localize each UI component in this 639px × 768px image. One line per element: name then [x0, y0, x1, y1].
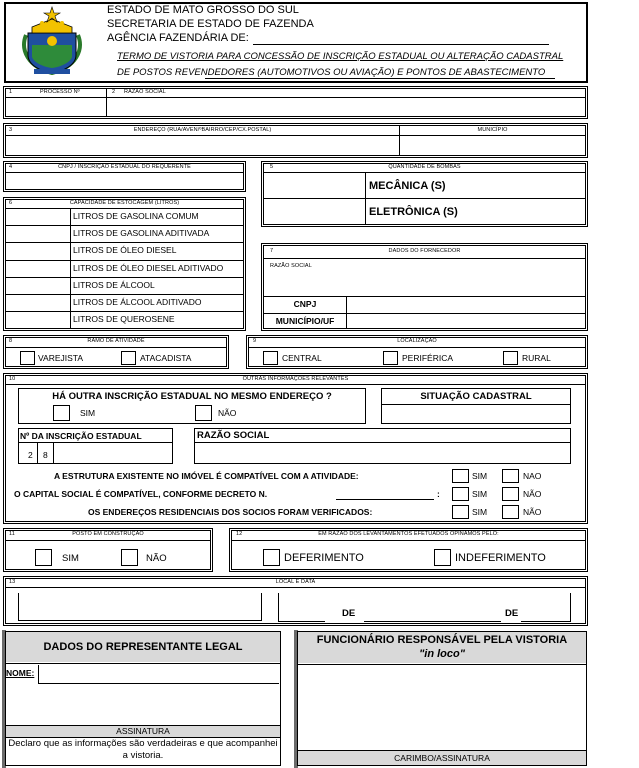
indeferimento-label: INDEFERIMENTO	[455, 552, 546, 564]
s13-de2: DE	[505, 608, 519, 619]
s9-label: LOCALIZAÇÃO	[397, 338, 437, 344]
s11-num: 11	[9, 531, 15, 537]
divider	[365, 173, 366, 224]
s13-num: 13	[9, 579, 16, 585]
s1-num: 1	[9, 89, 13, 95]
divider	[278, 621, 325, 622]
periferica-label: PERIFÉRICA	[402, 353, 454, 363]
rep-declaro: Declaro que as informações são verdadeiras e que acompanhei a vistoria.	[8, 738, 278, 761]
s10-label: OUTRAS INFORMAÇÕES RELEVANTES	[242, 376, 349, 382]
situacao-label: SITUAÇÃO CADASTRAL	[420, 391, 532, 402]
construcao-nao-label: NÃO	[146, 553, 167, 564]
indeferimento-checkbox[interactable]	[434, 549, 451, 566]
divider	[264, 258, 585, 259]
rep-title: DADOS DO REPRESENTANTE LEGAL	[6, 632, 280, 662]
divider	[6, 135, 585, 136]
central-checkbox[interactable]	[263, 351, 278, 365]
agencia-row	[107, 31, 549, 45]
s8-label: RAMO DE ATIVIDADE	[87, 338, 145, 344]
ie-digit-1: 2	[28, 450, 33, 460]
decreto-field[interactable]	[336, 499, 434, 500]
s13-label: LOCAL E DATA	[275, 579, 316, 585]
capacidade-field[interactable]	[8, 296, 68, 309]
header-term1: TERMO DE VISTORIA PARA CONCESSÃO DE INSCRIÇÃO ESTADUAL OU ALTERAÇÃO CADASTRAL	[117, 51, 564, 62]
construcao-sim-checkbox[interactable]	[35, 549, 52, 566]
s6-item-label: LITROS DE ÁLCOOL	[73, 279, 155, 290]
s4-label: CNPJ / INSCRIÇÃO ESTADUAL DO REQUERENTE	[58, 164, 191, 170]
divider	[6, 663, 280, 664]
divider	[53, 443, 54, 464]
s6-item-label: LITROS DE QUEROSENE	[73, 314, 175, 325]
mes-field[interactable]	[364, 621, 501, 622]
s6-num: 6	[9, 200, 13, 206]
s6-item-label: LITROS DE GASOLINA ADITIVADA	[73, 228, 210, 239]
capacidade-field[interactable]	[8, 279, 68, 292]
s6-item-label: LITROS DE GASOLINA COMUM	[73, 211, 199, 221]
s7-num: 7	[270, 248, 274, 254]
s8-num: 8	[9, 338, 13, 344]
varejista-label: VAREJISTA	[38, 353, 84, 363]
q4-sim-checkbox[interactable]	[452, 505, 469, 519]
ie-label: Nº DA INSCRIÇÃO ESTADUAL	[20, 431, 142, 441]
divider	[6, 587, 585, 588]
func-subtitle: "in loco"	[419, 648, 465, 660]
state-coat-of-arms-logo	[20, 5, 84, 77]
q4-sim-label: SIM	[472, 507, 488, 517]
divider	[6, 97, 585, 98]
q3-nao-checkbox[interactable]	[502, 487, 519, 501]
s6-label: CAPACIDADE DE ESTOCAGEM (LITROS)	[69, 200, 180, 206]
divider	[6, 277, 243, 278]
q2-sim-label: SIM	[472, 471, 488, 481]
ie-field[interactable]	[56, 445, 170, 461]
rep-nome-field[interactable]	[38, 665, 279, 684]
s2-num: 2	[112, 89, 116, 95]
divider	[6, 294, 243, 295]
q2-sim-checkbox[interactable]	[452, 469, 469, 483]
processo-field[interactable]	[8, 99, 104, 115]
q1-nao-checkbox[interactable]	[195, 405, 212, 421]
s10-razao-label: RAZÃO SOCIAL	[197, 430, 270, 441]
divider	[194, 442, 571, 443]
divider	[232, 540, 585, 541]
divider	[37, 443, 38, 464]
s10-razao-field[interactable]	[197, 445, 567, 461]
divider	[6, 225, 243, 226]
capacidade-field[interactable]	[8, 244, 68, 257]
s1-label: PROCESSO Nº	[40, 89, 80, 95]
s7-municipio: MUNICÍPIO/UF	[275, 316, 335, 326]
q3-nao-label: NÃO	[523, 489, 542, 499]
divider	[6, 311, 243, 312]
deferimento-label: DEFERIMENTO	[284, 552, 364, 564]
divider	[6, 384, 585, 385]
s5-num: 5	[270, 164, 274, 170]
q4-text: OS ENDEREÇOS RESIDENCIAIS DOS SOCIOS FORAM VERIFICADOS:	[88, 507, 373, 517]
divider	[346, 297, 347, 328]
s7-cnpj: CNPJ	[293, 299, 317, 309]
rural-label: RURAL	[522, 353, 551, 363]
divider	[264, 313, 585, 314]
rep-assinatura: ASSINATURA	[6, 726, 280, 737]
divider	[264, 296, 585, 297]
header-term2: DE POSTOS REVENDEDORES (AUTOMOTIVOS OU AVIAÇÃO) E PONTOS DE ABASTECIMENTO	[117, 67, 546, 78]
s9-num: 9	[253, 338, 257, 344]
divider	[6, 540, 210, 541]
capacidade-field[interactable]	[8, 262, 68, 275]
s10-num: 10	[9, 376, 16, 382]
divider	[264, 198, 585, 199]
q3-text: O CAPITAL SOCIAL É COMPATÍVEL, CONFORME DECRETO N.	[14, 489, 268, 499]
atacadista-label: ATACADISTA	[140, 353, 192, 363]
s2-label: RAZÃO SOCIAL	[124, 89, 166, 95]
term-underline	[205, 78, 555, 79]
s12-num: 12	[236, 531, 243, 537]
rural-checkbox[interactable]	[503, 351, 518, 365]
func-title-block	[298, 632, 586, 663]
razao-social-field[interactable]	[109, 99, 583, 115]
capacidade-field[interactable]	[8, 313, 68, 326]
s6-item-label: LITROS DE ÁLCOOL ADITIVADO	[73, 297, 202, 307]
q3-colon: :	[437, 489, 440, 499]
construcao-nao-checkbox[interactable]	[121, 549, 138, 566]
divider	[6, 242, 243, 243]
s6-item-label: LITROS DE ÓLEO DIESEL ADITIVADO	[73, 262, 224, 273]
s4-num: 4	[9, 164, 13, 170]
s7-razao: RAZÃO SOCIAL	[270, 263, 312, 269]
q2-nao-label: NAO	[523, 471, 542, 481]
q3-sim-checkbox[interactable]	[452, 487, 469, 501]
s11-label: POSTO EM CONSTRUÇÃO	[72, 531, 144, 537]
construcao-sim-label: SIM	[62, 553, 79, 564]
divider	[264, 172, 585, 173]
func-carimbo: CARIMBO/ASSINATURA	[298, 751, 586, 765]
s12-label: EM RAZÃO DOS LEVANTAMENTOS EFETUADOS OPINAMOS PELO:	[318, 531, 499, 537]
capacidade-field[interactable]	[8, 227, 68, 240]
rep-nome-label: NOME:	[6, 668, 35, 678]
local-field[interactable]	[18, 593, 262, 621]
s5-eletronica: ELETRÔNICA (S)	[369, 206, 458, 218]
q4-nao-label: NÃO	[523, 507, 542, 517]
q4-nao-checkbox[interactable]	[502, 505, 519, 519]
endereco-field[interactable]	[8, 137, 396, 153]
agencia-field[interactable]	[253, 32, 549, 45]
divider	[6, 260, 243, 261]
header-line1: ESTADO DE MATO GROSSO DO SUL	[107, 4, 299, 16]
periferica-checkbox[interactable]	[383, 351, 398, 365]
q1-sim-label: SIM	[80, 408, 96, 418]
divider	[6, 208, 243, 209]
s13-de1: DE	[342, 608, 356, 619]
s5-label: QUANTIDADE DE BOMBAS	[388, 164, 461, 170]
deferimento-checkbox[interactable]	[263, 549, 280, 566]
divider	[278, 593, 279, 621]
ano-field[interactable]	[521, 621, 571, 622]
s3-label: ENDEREÇO (RUA/AVEN/ºBAIRRO/CEP/CX.POSTAL)	[133, 127, 272, 133]
func-title: FUNCIONÁRIO RESPONSÁVEL PELA VISTORIA	[316, 634, 568, 646]
municipio-field[interactable]	[402, 137, 582, 153]
divider	[6, 172, 243, 173]
divider	[106, 89, 107, 116]
cnpj-ie-field[interactable]	[8, 174, 242, 188]
atacadista-checkbox[interactable]	[121, 351, 136, 365]
header-line2: SECRETARIA DE ESTADO DE FAZENDA	[107, 18, 314, 30]
rep-signature-area[interactable]	[6, 686, 280, 724]
s6-item-label: LITROS DE ÓLEO DIESEL	[73, 245, 177, 256]
s7-label: DADOS DO FORNECEDOR	[388, 248, 461, 254]
q1-nao-label: NÃO	[218, 408, 237, 418]
divider	[570, 593, 571, 621]
s5-mecanica: MECÂNICA (S)	[369, 180, 446, 192]
s3-municipio: MUNICÍPIO	[477, 127, 508, 133]
func-stamp-area[interactable]	[298, 665, 586, 749]
q3-sim-label: SIM	[472, 489, 488, 499]
s3-num: 3	[9, 127, 13, 133]
central-label: CENTRAL	[282, 353, 322, 363]
q2-text: A ESTRUTURA EXISTENTE NO IMÓVEL É COMPATÍVEL COM A ATIVIDADE:	[54, 471, 359, 481]
q2-nao-checkbox[interactable]	[502, 469, 519, 483]
divider	[381, 404, 571, 405]
divider	[249, 347, 585, 348]
divider	[6, 347, 226, 348]
capacidade-field[interactable]	[8, 210, 68, 223]
divider	[18, 442, 173, 443]
header-line3: AGÊNCIA FAZENDÁRIA DE:	[107, 32, 249, 44]
ie-digit-2: 8	[43, 450, 48, 460]
q1-sim-checkbox[interactable]	[53, 405, 70, 421]
varejista-checkbox[interactable]	[20, 351, 35, 365]
header-org	[107, 3, 549, 45]
q1-text: HÁ OUTRA INSCRIÇÃO ESTADUAL NO MESMO ENDEREÇO ?	[52, 391, 332, 402]
